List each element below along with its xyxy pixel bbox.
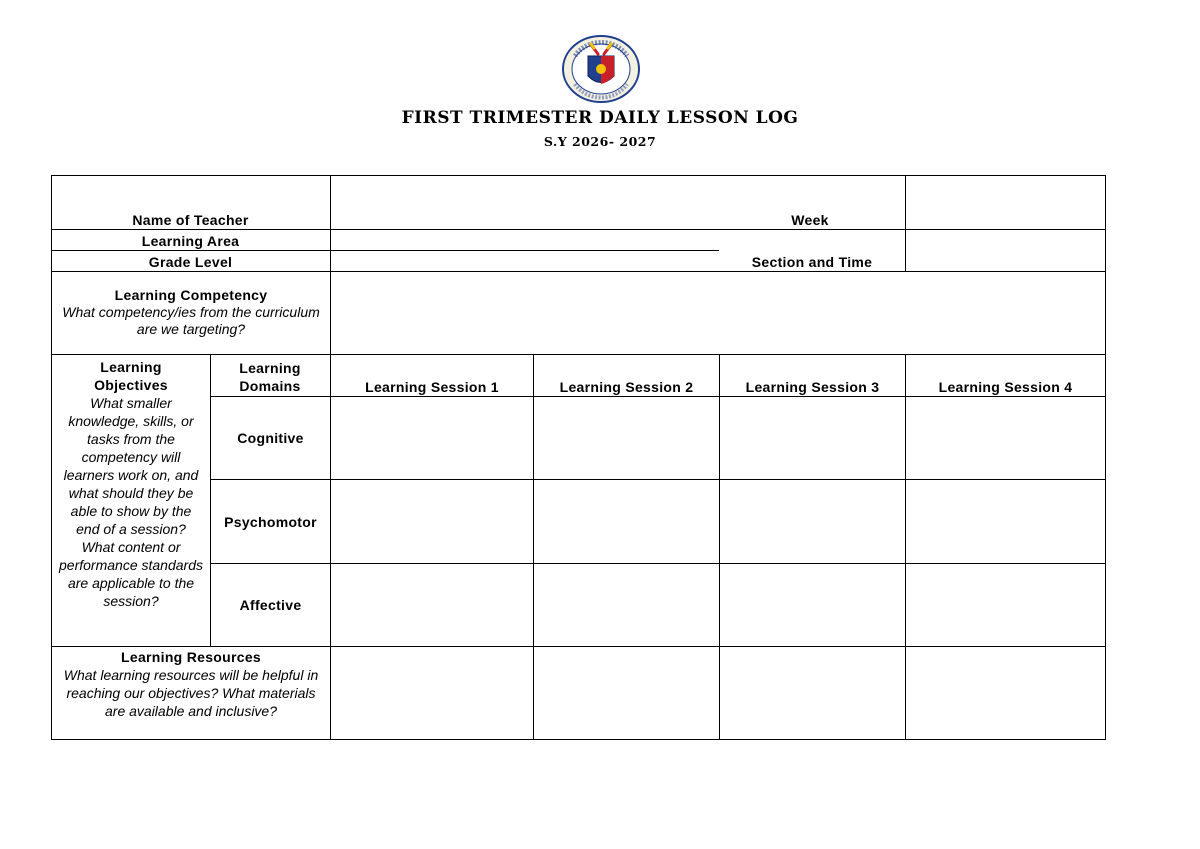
col-divider (719, 354, 720, 740)
learning-competency-prompt: What competency/ies from the curriculum are we targeting? (62, 304, 320, 337)
learning-resources-prompt: What learning resources will be helpful in reaching our objectives? What materials are available and inclusive? (63, 667, 319, 719)
session-3-header: Learning Session 3 (745, 379, 880, 395)
week-label: Week (791, 212, 829, 228)
school-year: S.Y 2026- 2027 (543, 134, 657, 149)
domain-psychomotor-label: Psychomotor (224, 514, 317, 530)
row-divider (210, 479, 1106, 480)
learning-area-label: Learning Area (141, 233, 240, 249)
learning-resources-cell (62, 648, 320, 720)
session-4-header: Learning Session 4 (938, 379, 1073, 395)
learning-domains-label: Learning Domains (239, 360, 301, 394)
grade-level-label: Grade Level (148, 254, 233, 270)
domain-cognitive-label: Cognitive (237, 430, 304, 446)
session-2-header: Learning Session 2 (559, 379, 694, 395)
name-of-teacher-label: Name of Teacher (132, 212, 249, 228)
section-and-time-label: Section and Time (751, 254, 873, 270)
learning-resources-label: Learning Resources (121, 649, 261, 665)
row-divider (210, 563, 1106, 564)
learning-objectives-cell (58, 358, 204, 610)
col-divider (533, 354, 534, 740)
learning-objectives-prompt: What smaller knowledge, skills, or tasks from the competency will learners work on, and what should they be able to show by the end of a session? What content or performance standards are applicable to the session? (59, 395, 203, 609)
row-divider (331, 250, 719, 251)
learning-competency-cell (60, 287, 322, 338)
deped-seal-logo (561, 34, 641, 104)
row-divider (51, 271, 1106, 272)
row-divider (210, 396, 1106, 397)
row-divider (51, 229, 1106, 230)
session-1-header: Learning Session 1 (365, 379, 499, 395)
document-title: FIRST TRIMESTER DAILY LESSON LOG (401, 108, 799, 128)
row-divider (51, 250, 331, 251)
col-divider (905, 354, 906, 740)
col-divider (330, 175, 331, 740)
domain-affective-label: Affective (239, 597, 302, 613)
learning-competency-label: Learning Competency (114, 287, 268, 303)
col-divider (905, 175, 906, 272)
learning-objectives-label: Learning Objectives (94, 359, 168, 393)
